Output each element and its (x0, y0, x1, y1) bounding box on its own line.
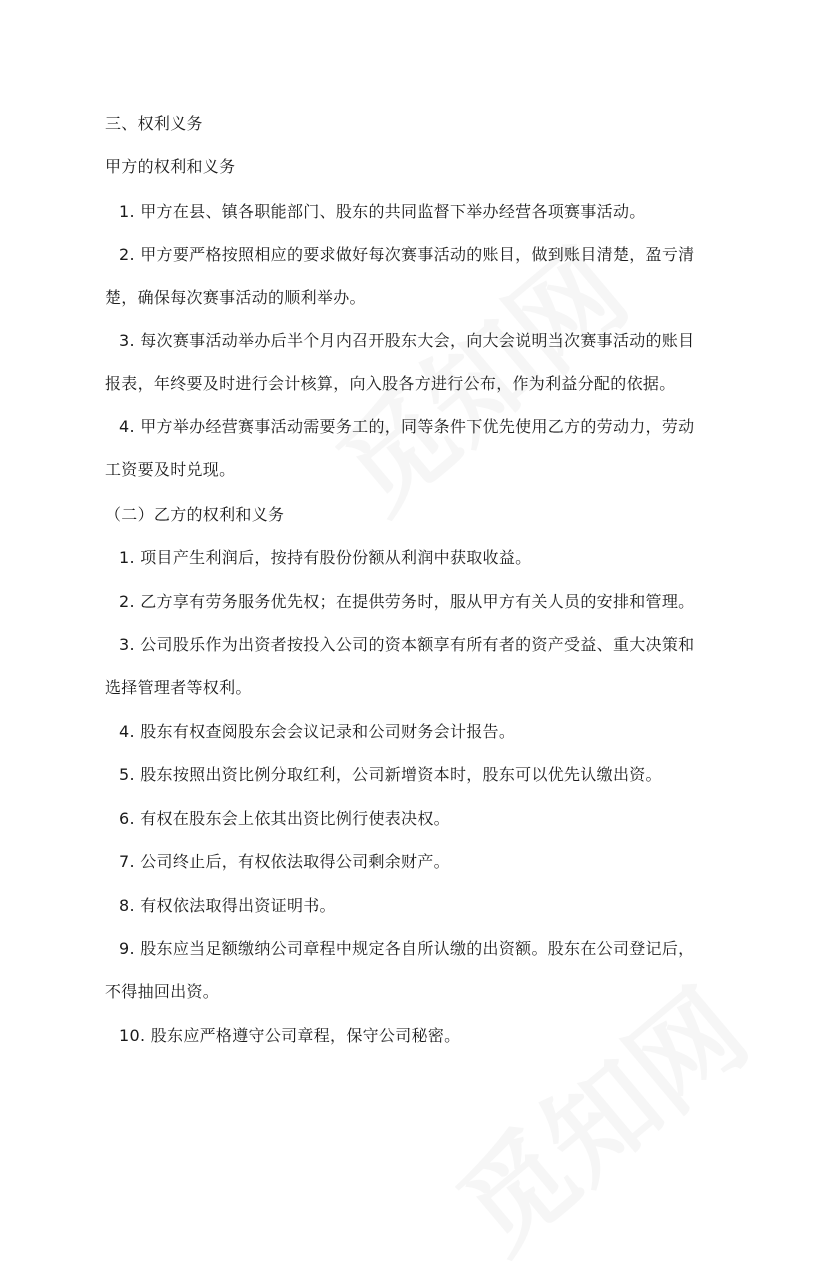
party-b-item-5: 5. 股东按照出资比例分取红利，公司新增资本时，股东可以优先认缴出资。 (119, 765, 662, 784)
party-b-item-8: 8. 有权依法取得出资证明书。 (119, 896, 336, 915)
section-heading: 三、权利义务 (105, 114, 203, 133)
subsection-heading-party-a: 甲方的权利和义务 (105, 157, 236, 176)
party-a-item-3: 3. 每次赛事活动举办后半个月内召开股东大会，向大会说明当次赛事活动的账目 (119, 331, 695, 350)
party-a-item-4-cont: 工资要及时兑现。 (105, 460, 236, 479)
party-a-item-2-cont: 楚，确保每次赛事活动的顺利举办。 (105, 288, 366, 307)
party-b-item-7: 7. 公司终止后，有权依法取得公司剩余财产。 (119, 852, 450, 871)
party-b-item-2: 2. 乙方享有劳务服务优先权；在提供劳务时，服从甲方有关人员的安排和管理。 (119, 592, 695, 611)
watermark-lower (420, 948, 774, 1281)
party-b-item-1: 1. 项目产生利润后，按持有股份份额从利润中获取收益。 (119, 548, 532, 567)
party-b-item-9: 9. 股东应当足额缴纳公司章程中规定各自所认缴的出资额。股东在公司登记后， (119, 939, 695, 958)
party-a-item-3-cont: 报表，年终要及时进行会计核算，向入股各方进行公布，作为利益分配的依据。 (105, 374, 676, 393)
party-b-item-6: 6. 有权在股东会上依其出资比例行使表决权。 (119, 809, 450, 828)
party-a-item-2: 2. 甲方要严格按照相应的要求做好每次赛事活动的账目，做到账目清楚，盈亏清 (119, 245, 695, 264)
party-a-item-1: 1. 甲方在县、镇各职能部门、股东的共同监督下举办经营各项赛事活动。 (119, 202, 646, 221)
party-b-item-3-cont: 选择管理者等权利。 (105, 678, 252, 697)
party-b-item-3: 3. 公司股乐作为出资者按投入公司的资本额享有所有者的资产受益、重大决策和 (119, 635, 695, 654)
party-b-item-10: 10. 股东应严格遵守公司章程，保守公司秘密。 (119, 1026, 461, 1045)
party-b-item-4: 4. 股东有权查阅股东会会议记录和公司财务会计报告。 (119, 722, 516, 741)
party-a-item-4: 4. 甲方举办经营赛事活动需要务工的，同等条件下优先使用乙方的劳动力，劳动 (119, 417, 695, 436)
subsection-heading-party-b: （二）乙方的权利和义务 (105, 505, 285, 524)
party-b-item-9-cont: 不得抽回出资。 (105, 982, 220, 1001)
